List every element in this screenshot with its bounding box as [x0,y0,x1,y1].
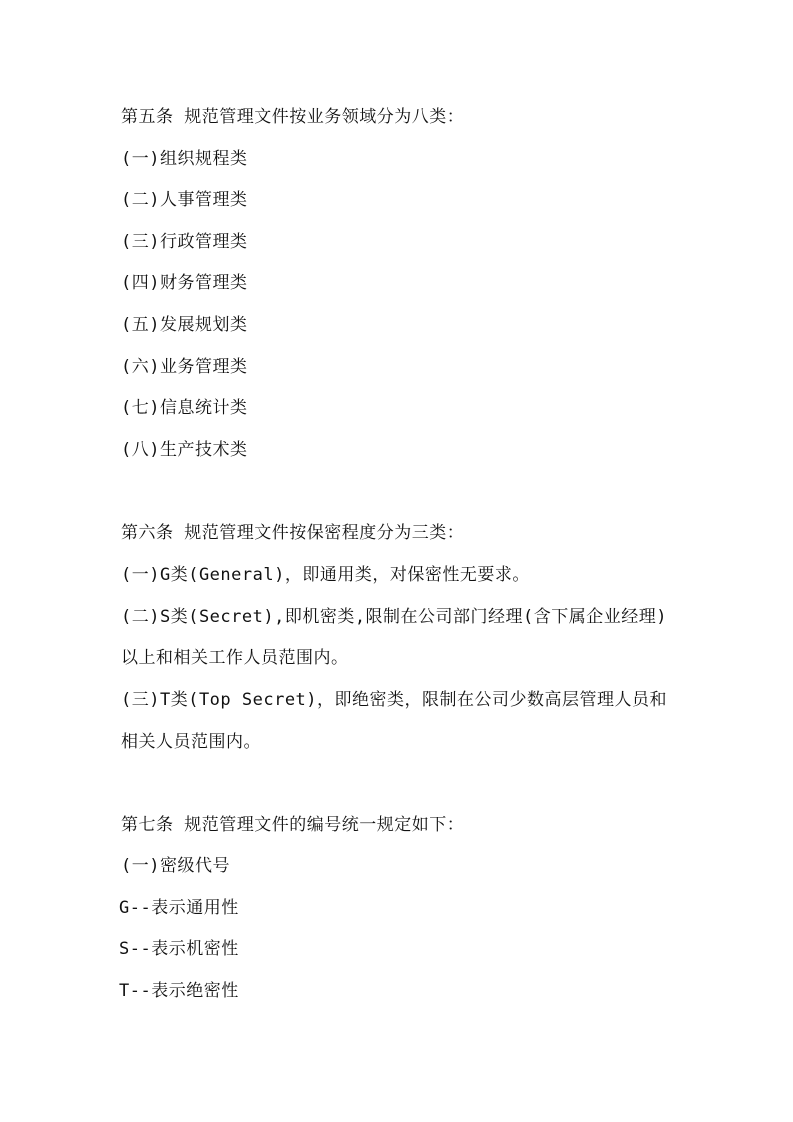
article-7-subheading: (一)密级代号 [121,856,230,876]
article-6-line: (一)G类(General)，即通用类，对保密性无要求。 [121,565,530,585]
article-5-item: (二)人事管理类 [121,190,248,210]
classification-code-item: G--表示通用性 [119,898,239,918]
article-7-heading: 第七条 规范管理文件的编号统一规定如下： [121,815,465,835]
article-6-heading: 第六条 规范管理文件按保密程度分为三类： [121,523,465,543]
article-5-item: (五)发展规划类 [121,315,248,335]
article-5-item: (一)组织规程类 [121,149,248,169]
article-6-line: (二)S类(Secret),即机密类,限制在公司部门经理(含下属企业经理) [121,607,668,627]
article-6-line: 以上和相关工作人员范围内。 [121,648,349,668]
article-5-item: (六)业务管理类 [121,357,248,377]
classification-code-item: T--表示绝密性 [119,981,239,1001]
article-5-item: (四)财务管理类 [121,273,248,293]
article-5-item: (七)信息统计类 [121,398,248,418]
article-5-item: (三)行政管理类 [121,232,248,252]
article-6-line: (三)T类(Top Secret)，即绝密类，限制在公司少数高层管理人员和 [121,690,668,710]
article-6-line: 相关人员范围内。 [121,732,261,752]
article-5-item: (八)生产技术类 [121,440,248,460]
classification-code-item: S--表示机密性 [119,939,239,959]
article-5-heading: 第五条 规范管理文件按业务领域分为八类： [121,107,465,127]
